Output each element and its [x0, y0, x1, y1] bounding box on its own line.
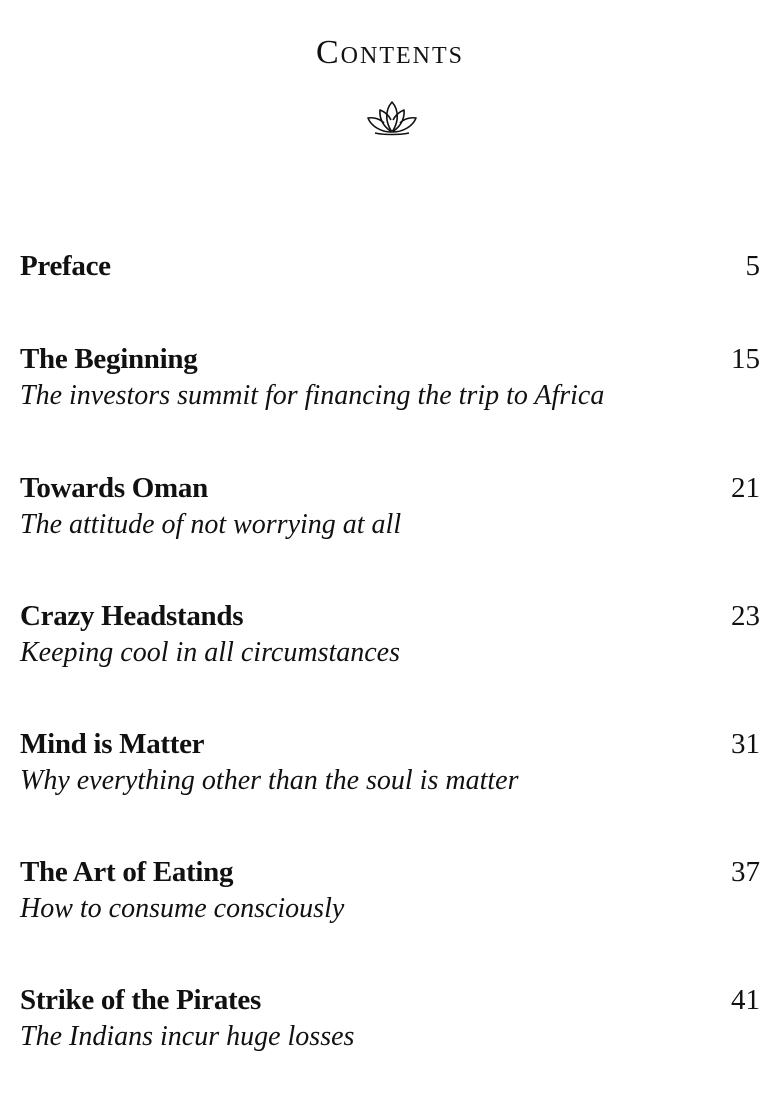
- chapter-subtitle: The investors summit for financing the trip to Africa: [20, 380, 605, 411]
- toc-entry-the-art-of-eating: [20, 856, 762, 925]
- chapter-title: Preface: [20, 250, 111, 282]
- page-title: Contents: [315, 34, 464, 71]
- chapter-subtitle: How to consume consciously: [20, 893, 345, 924]
- page-number: 15: [731, 343, 760, 375]
- chapter-title: Crazy Headstands: [20, 600, 244, 632]
- page-number: 5: [745, 250, 760, 282]
- page-number: 41: [731, 984, 760, 1016]
- chapter-title: Towards Oman: [20, 472, 208, 504]
- lotus-icon: [363, 98, 421, 138]
- chapter-title: Strike of the Pirates: [20, 984, 261, 1016]
- page-number: 23: [731, 600, 760, 632]
- chapter-subtitle: The Indians incur huge losses: [20, 1021, 355, 1052]
- toc-entry-towards-oman: [20, 472, 762, 541]
- page-number: 31: [731, 728, 760, 760]
- chapter-title: The Art of Eating: [20, 856, 234, 888]
- toc-entry-strike-of-the-pirates: [20, 984, 762, 1053]
- toc-entry-preface: [20, 250, 762, 283]
- chapter-subtitle: Why everything other than the soul is matter: [20, 765, 519, 796]
- toc-entry-crazy-headstands: [20, 600, 762, 669]
- chapter-title: The Beginning: [20, 343, 198, 375]
- toc-entry-mind-is-matter: [20, 728, 762, 797]
- toc-entry-the-beginning: [20, 343, 762, 412]
- chapter-title: Mind is Matter: [20, 728, 205, 760]
- page-number: 21: [731, 472, 760, 504]
- chapter-subtitle: The attitude of not worrying at all: [20, 509, 402, 540]
- page-number: 37: [731, 856, 760, 888]
- chapter-subtitle: Keeping cool in all circumstances: [20, 637, 400, 668]
